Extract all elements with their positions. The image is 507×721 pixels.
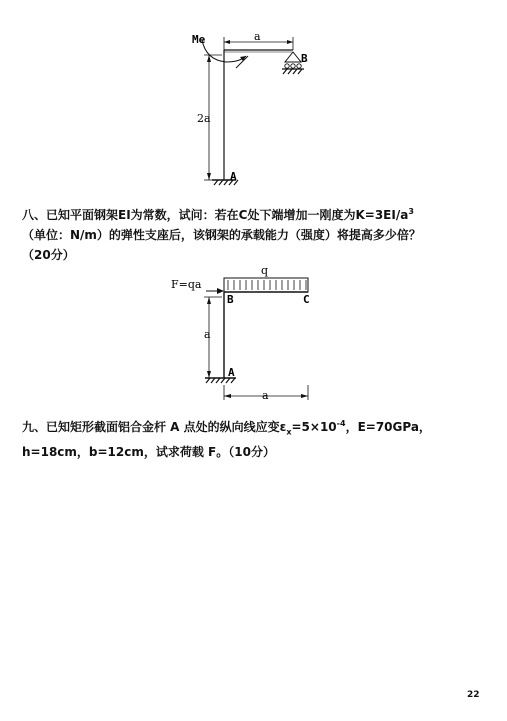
problem-8-text: [22, 202, 488, 265]
figure-1-frame-diagram: [0, 0, 507, 200]
label-c: C: [303, 293, 310, 306]
label-a-point2: A: [228, 366, 235, 379]
label-a-vertical: a: [204, 328, 211, 341]
label-b2: B: [227, 293, 234, 306]
problem-8-line-2: （单位：N/m）的弹性支座后，该钢架的承载能力（强度）将提高多少倍？: [22, 228, 421, 242]
label-me: Me: [192, 33, 206, 46]
problem-9-line-1: 九、已知矩形截面铝合金杆 A 点处的纵向线应变$\varepsilon_x=5\times 10^{-4}$，E=70GPa，: [22, 419, 431, 437]
problem-9-text: [22, 414, 488, 462]
label-2a: 2a: [197, 112, 211, 125]
problem-8-line-1: 八、已知平面钢架EI为常数，试问：若在C处下端增加一刚度为$K=3EI/a^3$: [22, 207, 414, 222]
page-number: 22: [467, 690, 480, 700]
problem-8-line-3: （20分）: [22, 248, 75, 262]
label-a-horizontal: a: [262, 389, 269, 402]
label-b: B: [301, 52, 308, 65]
distributed-load-q: [224, 278, 308, 292]
label-a-point: A: [230, 170, 237, 183]
label-f: F=qa: [171, 278, 202, 291]
fixed-support-a2-icon: [205, 378, 236, 383]
label-a-top: a: [254, 30, 261, 43]
label-q: q: [261, 264, 269, 277]
problem-9-line-2: h=18cm，b=12cm，试求荷载 F。（10分）: [22, 445, 275, 460]
